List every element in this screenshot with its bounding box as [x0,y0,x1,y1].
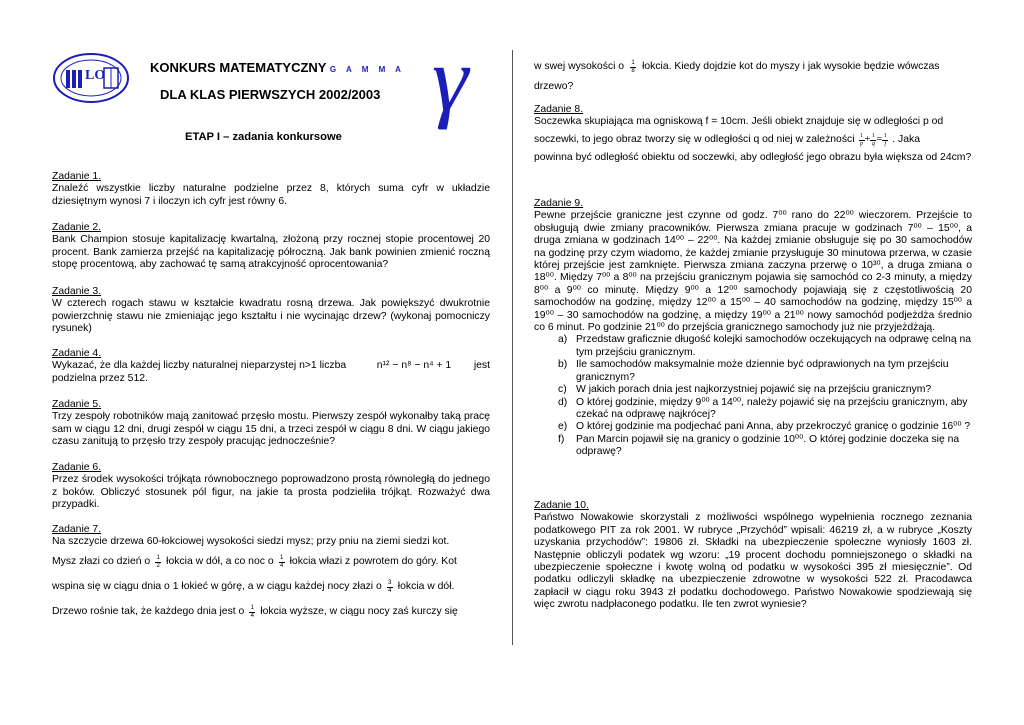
subquestion-text: W jakich porach dnia jest najkorzystniej pojawić się na przejściu granicznym? [576,384,932,396]
task-text: powinna być odległość obiektu od soczewki, aby odległość jego obrazu była większa od 24cm? [534,151,972,163]
subquestion-text: Ile samochodów maksymalnie może dziennie być odprawionych na tym przejściu granicznym? [576,359,949,383]
gamma-logo-symbol: γ [432,28,469,130]
task-5 [52,399,490,449]
task-heading: Zadanie 10. [534,500,589,511]
subquestion-item [534,421,972,433]
fraction: $\frac{1}{4}$ [250,604,255,619]
task-heading: Zadanie 5. [52,399,102,410]
task-text: Na szczycie drzewa 60-łokciowej wysokości siedzi mysz; przy pniu na ziemi siedzi kot. [52,536,450,548]
task-text: jest [473,360,490,372]
subquestion-label: e) [558,421,568,433]
column-divider [512,50,513,645]
task-text: Trzy zespoły robotników mają zanitować przęsło mostu. Pierwszy zespół wykonałby taką pracę sam w ciągu 12 dni, drugi zespół w ciągu 15 dni, a trzeci zespół w ciągu 8 dni. W ciągu jakiego czasu zanitują to przęsło trzy zespoły pracując jednocześnie? [52,411,490,448]
contest-title: KONKURS MATEMATYCZNY G A M M A [150,60,405,75]
task-text: podzielna przez 512. [52,372,148,384]
task-text: Przez środek wysokości trójkąta równobocznego poprowadzono prostą równoległą do jednego z boków. Obliczyć stosunek pól figur, na jakie ta prosta podzieliła trójkąt. Rozważyć dwa przypadki. [52,474,490,511]
task-heading: Zadanie 8. [534,104,584,115]
subquestion-text: Pan Marcin pojawił się na granicy o godzinie 10⁰⁰. O której godzinie doczeka się na odprawę? [576,433,960,458]
contest-subtitle: DLA KLAS PIERWSZYCH 2002/2003 [160,87,381,102]
school-logo [52,52,130,104]
lens-formula: $\frac{1}{p}$ + $\frac{1}{q}$ = $\frac{1}{f}$ [860,132,887,147]
subquestion-item [534,334,972,359]
subquestion-label: c) [558,384,567,396]
task-1 [52,171,490,208]
task-text: Pewne przejście graniczne jest czynne od godz. 7⁰⁰ rano do 22⁰⁰ wieczorem. Przejście to obsługują dwie zmiany pracowników. Pierwsza zmiana pracuje w godzinach 7⁰⁰ – 15⁰⁰, a druga zmiana w godzinach 14⁰⁰ – 22⁰⁰. Na każdej zmianie obsługuje się po 30 samochodów na godzinę przy czym wiadomo, że każdej zmianie przysługuje 30 minutowa przerwa, w czasie której przejście jest zamknięte. Pierwsza zmiana zaczyna przerwę o 10³⁰, a druga zmiana o 18⁰⁰. Między 7⁰⁰ a 8⁰⁰ na przejściu granicznym pojawia się samochód co 2-3 minuty, a między 8⁰⁰ a 9⁰⁰ co minutę. Między 9⁰⁰ a 12⁰⁰ samochody pojawiają się z częstotliwością 20 samochodów na godzinę, między 12⁰⁰ a 15⁰⁰ – 40 samochodów na godzinę, między 15⁰⁰ a 19⁰⁰ – 30 samochodów na godzinę, a między 19⁰⁰ a 21⁰⁰ nowy samochód podjeżdża średnio co 6 minut. Po godzinie 21⁰⁰ do przejścia granicznego samochody już nie przyjeżdżają. [534,210,972,334]
task-text: Bank Champion stosuje kapitalizację kwartalną, złożoną przy rocznej stopie procentowej 20 procent. Bank zamierza przejść na kapitalizację półroczną. Jak bank powinien zmienić roczną stopę procentową, aby zachować tę samą atrakcyjność oprocentowania? [52,234,490,271]
task-9-subquestions [534,334,972,458]
subquestion-item [534,384,972,396]
task-text: Wykazać, że dla każdej liczby naturalnej nieparzystej n>1 liczba [52,360,347,372]
task-heading: Zadanie 7. [52,524,102,535]
subquestion-label: d) [558,396,568,408]
gamma-word: G A M M A [329,65,405,74]
task-heading: Zadanie 4. [52,348,102,359]
task-3 [52,286,490,336]
fraction: $\frac{3}{4}$ [388,579,392,594]
fraction: $\frac{1}{2}$ [156,554,160,569]
task-heading: Zadanie 1. [52,171,102,182]
task-8: Zadanie 8. Soczewka skupiająca ma ogniskową f = 10cm. Jeśli obiekt znajduje się w odległości p od soczewki, to jego obraz tworzy się w odległości q od niej w zależności $\frac{1}{p}$ + $\frac{1}{q}$ = $\frac{1}{f}$ . Jaka powinna być odległość obiektu od soczewki, aby odległość jego obrazu była większa od 24cm? [534,104,972,163]
task-text: Soczewka skupiająca ma ogniskową f = 10cm. Jeśli obiekt znajduje się w odległości p od [534,116,944,128]
logo-text: LO [85,68,106,83]
subquestion-label: f) [558,433,565,445]
stage-heading: ETAP I – zadania konkursowe [185,131,342,143]
task-7: Zadanie 7. Na szczycie drzewa 60-łokciowej wysokości siedzi mysz; przy pniu na ziemi siedzi kot. Mysz złazi co dzień o $\frac{1}{2}$ łokcia w dół, a co noc o $\frac{1}{4}$ łokcia włazi z powrotem do góry. Kot wspina się w ciągu dnia o 1 łokieć w górę, a w ciągu każdej nocy złazi o $\frac{3}{4}$ łokcia w dół. Drzewo rośnie tak, że każdego dnia jest o $\frac{1}{4}$ łokcia wyższe, w ciągu nocy zaś kurczy się [52,524,490,620]
subquestion-label: a) [558,334,568,346]
task-text: Państwo Nowakowie skorzystali z możliwości wspólnego wypełnienia rocznego zeznania podatkowego PIT za rok 2001. W rubryce „Przychód” wpisali: 46219 zł, a w rubryce „Koszty uzyskania przychodów”: 19806 zł. Składki na ubezpieczenie społeczne wyniosły 1603 zł. Następnie obliczyli podatek wg wzoru: „19 procent dochodu pomniejszonego o składki na ubezpieczenie społeczne i kwotę wolną od podatku w wysokości 395 zł miesięcznie”. Od podatku odliczyli składkę na ubezpieczenie zdrowotne w wysokości 522 zł. Pracodawca zapłacił w ciągu roku 3943 zł podatku dochodowego. Państwo Nowakowie spodziewają się więc zwrotu nadpłaconego podatku. Ile ten zwrot wyniesie? [534,512,972,611]
task-text: W czterech rogach stawu w kształcie kwadratu rosną drzewa. Jak powiększyć dwukrotnie powierzchnię stawu nie zmieniając jego kształtu i nie wycinając drzew? (wykonaj pomocniczy rysunek) [52,298,490,335]
task-7-continued: w swej wysokości o $\frac{1}{8}$ łokcia. Kiedy dojdzie kot do myszy i jak wysokie będzie wówczas drzewo? [534,60,940,92]
task-10 [534,500,972,612]
subquestion-text: O której godzinie, między 9⁰⁰ a 14⁰⁰, należy pojawić się na przejściu granicznym, aby czekać na odprawę najkrócej? [576,396,968,420]
task-4 [52,348,490,385]
subquestion-item [534,397,972,422]
task-6 [52,462,490,512]
math-expression: n¹² − n⁸ − n⁴ + 1 [376,360,452,372]
task-heading: Zadanie 2. [52,222,102,233]
task-heading: Zadanie 6. [52,462,102,473]
task-heading: Zadanie 9. [534,198,584,209]
fraction: $\frac{1}{8}$ [631,60,635,74]
task-text: Znaleźć wszystkie liczby naturalne podzielne przez 8, których suma cyfr w układzie dziesiętnym wynosi 7 i iloczyn ich cyfr jest równy 6. [52,183,490,207]
subquestion-item [534,359,972,384]
task-9 [534,198,972,459]
task-2 [52,222,490,272]
subquestion-text: O której godzinie ma podjechać pani Anna, aby przekroczyć granicę o godzinie 16⁰⁰ ? [576,421,971,433]
fraction: $\frac{1}{4}$ [279,554,284,569]
subquestion-text: Przedstaw graficznie długość kolejki samochodów oczekujących na odprawę celną na tym przejściu granicznym. [576,334,972,358]
subquestion-item [534,434,972,459]
subquestion-label: b) [558,359,568,371]
task-heading: Zadanie 3. [52,286,102,297]
